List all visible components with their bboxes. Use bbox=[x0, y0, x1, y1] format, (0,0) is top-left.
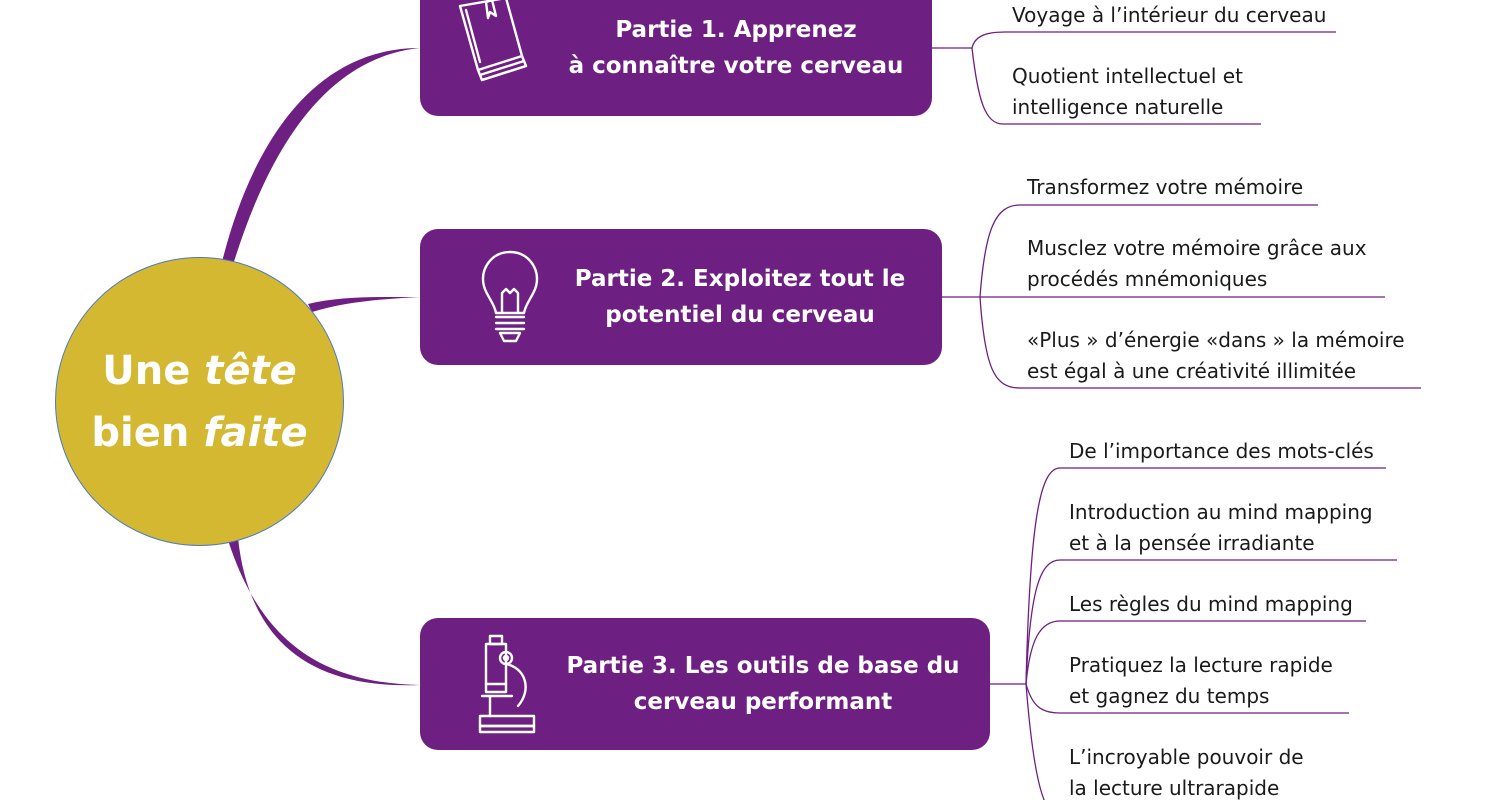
part-3-item-5: L’incroyable pouvoir de la lecture ultrarapide bbox=[1069, 745, 1304, 800]
book-icon bbox=[456, 0, 540, 82]
central-topic bbox=[55, 257, 344, 546]
part-3-node bbox=[420, 618, 990, 750]
part-1-item-2: Quotient intellectuel et intelligence naturelle bbox=[1012, 64, 1243, 119]
part-2-item-2: Musclez votre mémoire grâce aux procédés mnémoniques bbox=[1027, 236, 1367, 291]
part-3-title: Partie 3. Les outils de base du cerveau performant bbox=[566, 653, 960, 715]
part-2-item-1: Transformez votre mémoire bbox=[1027, 175, 1304, 199]
part-2-item-3: «Plus » d’énergie «dans » la mémoire est égal à une créativité illimitée bbox=[1027, 328, 1405, 383]
branch-part-1 bbox=[222, 48, 420, 268]
branch-part-2 bbox=[308, 297, 420, 312]
part-3-item-2: Introduction au mind mapping et à la pensée irradiante bbox=[1069, 500, 1373, 555]
part-2-title: Partie 2. Exploitez tout le potentiel du cerveau bbox=[574, 266, 906, 328]
branch-part-3 bbox=[228, 538, 420, 685]
lightbulb-icon bbox=[478, 249, 542, 347]
part-2-node bbox=[420, 229, 942, 365]
part-1-item-1: Voyage à l’intérieur du cerveau bbox=[1012, 3, 1327, 27]
central-topic-line-2: bien faite bbox=[91, 409, 308, 456]
part-1-title: Partie 1. Apprenez à connaître votre cerveau bbox=[568, 17, 904, 79]
part-3-item-3: Les règles du mind mapping bbox=[1069, 592, 1353, 616]
part-3-item-1: De l’importance des mots-clés bbox=[1069, 439, 1374, 463]
central-topic-line-1: Une tête bbox=[102, 347, 297, 394]
part-1-node bbox=[420, 0, 932, 116]
part-3-item-4: Pratiquez la lecture rapide et gagnez du temps bbox=[1069, 653, 1333, 708]
microscope-icon bbox=[476, 632, 538, 736]
